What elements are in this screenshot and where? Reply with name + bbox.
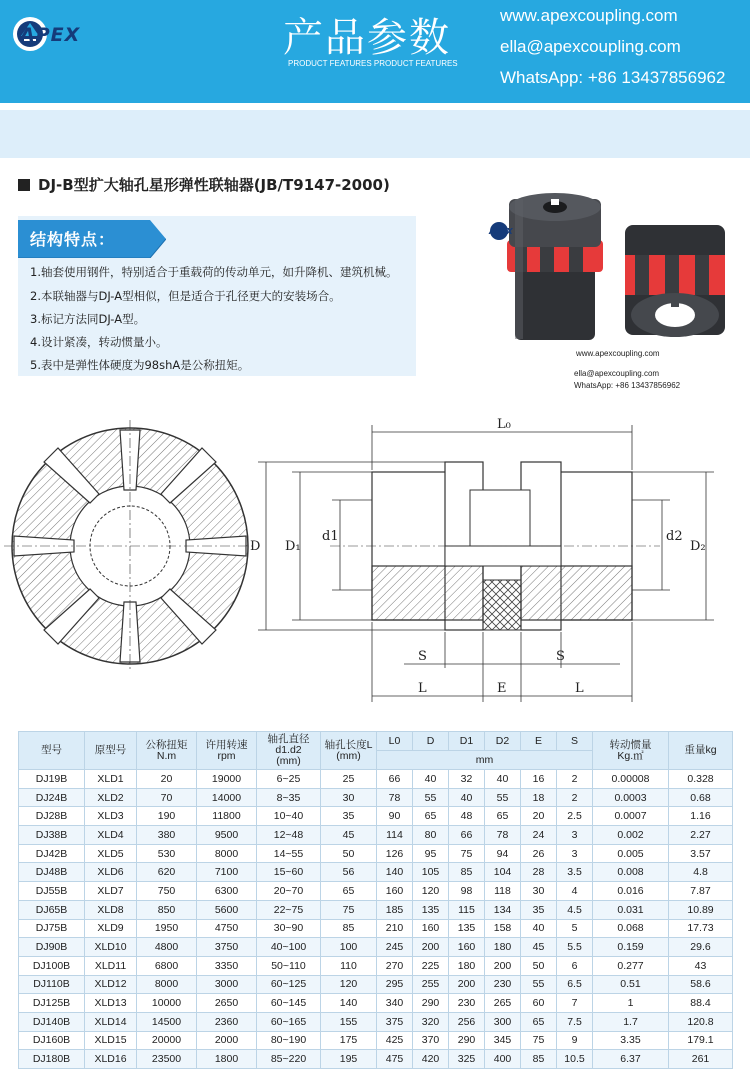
table-cell: 0.068 <box>593 919 669 938</box>
table-cell: 1.16 <box>669 807 733 826</box>
table-cell: 0.0007 <box>593 807 669 826</box>
table-cell: 140 <box>321 994 377 1013</box>
table-cell: 45 <box>521 938 557 957</box>
table-cell: 2360 <box>197 1012 257 1031</box>
table-cell: 9 <box>557 1031 593 1050</box>
table-cell: 40 <box>485 770 521 789</box>
table-cell: 40 <box>521 919 557 938</box>
table-cell: 85 <box>521 1050 557 1069</box>
table-cell: 100 <box>321 938 377 957</box>
feature-item: 5.表中是弹性体硬度为98shA是公称扭矩。 <box>30 358 250 372</box>
table-row <box>19 938 733 957</box>
table-cell: 1950 <box>137 919 197 938</box>
page-subtitle: PRODUCT FEATURES PRODUCT FEATURES <box>288 59 458 68</box>
table-cell: 29.6 <box>669 938 733 957</box>
table-cell: 98 <box>449 882 485 901</box>
table-cell: 190 <box>137 807 197 826</box>
table-cell: 3.35 <box>593 1031 669 1050</box>
table-cell: 17.73 <box>669 919 733 938</box>
table-cell: 114 <box>377 826 413 845</box>
table-cell: 320 <box>413 1012 449 1031</box>
table-cell: 270 <box>377 956 413 975</box>
table-cell: 88.4 <box>669 994 733 1013</box>
table-cell: 2 <box>557 788 593 807</box>
table-cell: 60~145 <box>257 994 321 1013</box>
table-cell: 30~90 <box>257 919 321 938</box>
table-cell: 90 <box>377 807 413 826</box>
table-cell: XLD12 <box>85 975 137 994</box>
table-cell: 225 <box>413 956 449 975</box>
table-cell: 20 <box>137 770 197 789</box>
table-row <box>19 900 733 919</box>
table-cell: 23500 <box>137 1050 197 1069</box>
table-cell: 5.5 <box>557 938 593 957</box>
table-row <box>19 863 733 882</box>
col-D2: D2 <box>485 732 521 751</box>
coupling-photo <box>485 185 735 355</box>
table-cell: 40~100 <box>257 938 321 957</box>
table-cell: 256 <box>449 1012 485 1031</box>
table-cell: 110 <box>321 956 377 975</box>
table-row <box>19 1050 733 1069</box>
table-cell: 134 <box>485 900 521 919</box>
table-cell: 750 <box>137 882 197 901</box>
table-cell: 14~55 <box>257 844 321 863</box>
table-cell: 2.27 <box>669 826 733 845</box>
table-cell: 50 <box>521 956 557 975</box>
table-cell: DJ38B <box>19 826 85 845</box>
col-inertia: 转动惯量 Kg.㎡ <box>593 732 669 770</box>
table-cell: 850 <box>137 900 197 919</box>
product-title <box>18 174 390 195</box>
table-cell: 0.0003 <box>593 788 669 807</box>
table-cell: 60 <box>521 994 557 1013</box>
table-cell: 6~25 <box>257 770 321 789</box>
col-weight: 重量kg <box>669 732 733 770</box>
table-cell: 261 <box>669 1050 733 1069</box>
table-cell: 0.68 <box>669 788 733 807</box>
table-cell: 255 <box>413 975 449 994</box>
table-cell: 200 <box>485 956 521 975</box>
dim-label-L0: L₀ <box>497 417 511 432</box>
table-cell: 78 <box>377 788 413 807</box>
table-cell: DJ24B <box>19 788 85 807</box>
table-cell: 30 <box>521 882 557 901</box>
col-bore: 轴孔直径 d1.d2 (mm) <box>257 732 321 770</box>
feature-item: 4.设计紧凑，转动惯量小。 <box>30 335 168 349</box>
table-cell: XLD4 <box>85 826 137 845</box>
table-cell: DJ19B <box>19 770 85 789</box>
photo-whatsapp: WhatsApp: +86 13437856962 <box>574 381 681 390</box>
side-view <box>330 462 660 630</box>
table-cell: 32 <box>449 770 485 789</box>
table-cell: 7.5 <box>557 1012 593 1031</box>
table-cell: 0.328 <box>669 770 733 789</box>
table-cell: DJ90B <box>19 938 85 957</box>
table-cell: 94 <box>485 844 521 863</box>
table-cell: 160 <box>377 882 413 901</box>
table-cell: DJ55B <box>19 882 85 901</box>
table-cell: 66 <box>377 770 413 789</box>
table-cell: 290 <box>449 1031 485 1050</box>
table-cell: 35 <box>321 807 377 826</box>
table-cell: 2650 <box>197 994 257 1013</box>
table-cell: 120.8 <box>669 1012 733 1031</box>
col-S: S <box>557 732 593 751</box>
table-cell: DJ28B <box>19 807 85 826</box>
email-link[interactable]: ella@apexcoupling.com <box>500 37 681 56</box>
table-cell: 160 <box>413 919 449 938</box>
dim-label-D2: D₂ <box>690 539 706 554</box>
table-cell: 30 <box>321 788 377 807</box>
table-cell: 7100 <box>197 863 257 882</box>
table-cell: 85 <box>449 863 485 882</box>
table-cell: 6800 <box>137 956 197 975</box>
table-cell: 295 <box>377 975 413 994</box>
table-cell: 5600 <box>197 900 257 919</box>
table-row <box>19 1031 733 1050</box>
table-cell: 26 <box>521 844 557 863</box>
table-cell: XLD11 <box>85 956 137 975</box>
table-cell: 50 <box>321 844 377 863</box>
table-cell: 4.5 <box>557 900 593 919</box>
header-banner <box>0 0 750 103</box>
logo-text: APEX <box>20 24 81 46</box>
table-cell: 140 <box>377 863 413 882</box>
dim-label-E: E <box>497 681 507 696</box>
table-cell: 65 <box>321 882 377 901</box>
table-cell: 45 <box>321 826 377 845</box>
header-band <box>0 110 750 158</box>
table-cell: 43 <box>669 956 733 975</box>
table-row <box>19 956 733 975</box>
table-cell: 10000 <box>137 994 197 1013</box>
feature-item: 1.轴套使用钢件，特别适合于重载荷的传动单元，如升降机、建筑机械。 <box>30 265 398 279</box>
technical-drawing <box>0 410 750 710</box>
table-cell: 58.6 <box>669 975 733 994</box>
table-cell: 10.5 <box>557 1050 593 1069</box>
table-cell: 0.159 <box>593 938 669 957</box>
table-cell: DJ140B <box>19 1012 85 1031</box>
table-cell: 120 <box>321 975 377 994</box>
table-cell: 70 <box>137 788 197 807</box>
feature-item: 3.标记方法同DJ-A型。 <box>30 312 146 326</box>
table-cell: 0.031 <box>593 900 669 919</box>
table-cell: 126 <box>377 844 413 863</box>
table-cell: XLD10 <box>85 938 137 957</box>
table-cell: 380 <box>137 826 197 845</box>
table-cell: 50~110 <box>257 956 321 975</box>
table-cell: 530 <box>137 844 197 863</box>
dim-label-d2: d2 <box>666 529 683 544</box>
table-cell: 115 <box>449 900 485 919</box>
table-cell: 1.7 <box>593 1012 669 1031</box>
table-cell: 0.008 <box>593 863 669 882</box>
table-cell: 66 <box>449 826 485 845</box>
table-cell: DJ65B <box>19 900 85 919</box>
table-cell: 0.002 <box>593 826 669 845</box>
table-cell: 300 <box>485 1012 521 1031</box>
table-cell: 2 <box>557 770 593 789</box>
table-cell: 2.5 <box>557 807 593 826</box>
spec-table <box>18 731 733 1069</box>
table-row <box>19 770 733 789</box>
table-cell: 325 <box>449 1050 485 1069</box>
table-cell: 6.37 <box>593 1050 669 1069</box>
table-cell: XLD14 <box>85 1012 137 1031</box>
table-cell: 4750 <box>197 919 257 938</box>
table-cell: 16 <box>521 770 557 789</box>
table-cell: 200 <box>413 938 449 957</box>
table-cell: 265 <box>485 994 521 1013</box>
table-cell: XLD6 <box>85 863 137 882</box>
table-cell: 65 <box>413 807 449 826</box>
table-cell: 175 <box>321 1031 377 1050</box>
table-cell: 65 <box>485 807 521 826</box>
table-cell: 425 <box>377 1031 413 1050</box>
dim-label-L-left: L <box>418 681 427 696</box>
table-cell: 11800 <box>197 807 257 826</box>
table-cell: 28 <box>521 863 557 882</box>
table-cell: DJ48B <box>19 863 85 882</box>
front-view <box>4 420 256 672</box>
table-cell: 6.5 <box>557 975 593 994</box>
table-cell: 400 <box>485 1050 521 1069</box>
table-cell: 3000 <box>197 975 257 994</box>
table-cell: XLD1 <box>85 770 137 789</box>
table-cell: 3750 <box>197 938 257 957</box>
table-cell: 340 <box>377 994 413 1013</box>
table-cell: 0.277 <box>593 956 669 975</box>
table-cell: 78 <box>485 826 521 845</box>
table-cell: 3350 <box>197 956 257 975</box>
table-cell: 104 <box>485 863 521 882</box>
col-D1: D1 <box>449 732 485 751</box>
table-cell: 2000 <box>197 1031 257 1050</box>
dim-label-L-right: L <box>575 681 584 696</box>
whatsapp-text: WhatsApp: +86 13437856962 <box>500 68 726 87</box>
table-cell: 7.87 <box>669 882 733 901</box>
col-model: 型号 <box>19 732 85 770</box>
table-cell: 25 <box>321 770 377 789</box>
coupling-right-image <box>625 225 725 337</box>
table-cell: XLD3 <box>85 807 137 826</box>
table-cell: 85 <box>321 919 377 938</box>
page-title: 产品参数 <box>283 15 451 61</box>
dim-label-S-right: S <box>556 649 565 664</box>
col-L0: L0 <box>377 732 413 751</box>
table-cell: 24 <box>521 826 557 845</box>
table-cell: 40 <box>449 788 485 807</box>
table-cell: XLD7 <box>85 882 137 901</box>
table-cell: 620 <box>137 863 197 882</box>
table-cell: 75 <box>321 900 377 919</box>
table-header-row <box>19 732 733 751</box>
table-cell: 19000 <box>197 770 257 789</box>
table-cell: 4 <box>557 882 593 901</box>
table-cell: 375 <box>377 1012 413 1031</box>
col-orig-model: 原型号 <box>85 732 137 770</box>
table-cell: 0.51 <box>593 975 669 994</box>
table-cell: 4800 <box>137 938 197 957</box>
table-cell: XLD13 <box>85 994 137 1013</box>
dim-label-S-left: S <box>418 649 427 664</box>
table-cell: 1800 <box>197 1050 257 1069</box>
dim-label-d1: d1 <box>322 529 339 544</box>
table-cell: 185 <box>377 900 413 919</box>
table-cell: 158 <box>485 919 521 938</box>
table-cell: 475 <box>377 1050 413 1069</box>
table-cell: 56 <box>321 863 377 882</box>
col-length: 轴孔长度L (mm) <box>321 732 377 770</box>
table-row <box>19 975 733 994</box>
table-cell: 3.57 <box>669 844 733 863</box>
table-cell: 135 <box>449 919 485 938</box>
table-cell: XLD2 <box>85 788 137 807</box>
col-E: E <box>521 732 557 751</box>
table-cell: DJ42B <box>19 844 85 863</box>
table-cell: 135 <box>413 900 449 919</box>
table-cell: 8000 <box>197 844 257 863</box>
table-cell: 180 <box>485 938 521 957</box>
features-heading: 结构特点： <box>30 230 116 249</box>
table-cell: 60~125 <box>257 975 321 994</box>
table-cell: XLD5 <box>85 844 137 863</box>
table-cell: 155 <box>321 1012 377 1031</box>
table-cell: 230 <box>485 975 521 994</box>
table-row <box>19 844 733 863</box>
table-cell: 75 <box>521 1031 557 1050</box>
table-cell: 95 <box>413 844 449 863</box>
square-bullet-icon <box>18 179 30 191</box>
col-D: D <box>413 732 449 751</box>
product-title-text: DJ-B型扩大轴孔星形弹性联轴器(JB/T9147-2000) <box>38 176 390 194</box>
table-cell: DJ110B <box>19 975 85 994</box>
coupling-left-image <box>507 193 603 340</box>
table-cell: 8000 <box>137 975 197 994</box>
table-cell: 0.016 <box>593 882 669 901</box>
table-cell: 195 <box>321 1050 377 1069</box>
table-cell: 179.1 <box>669 1031 733 1050</box>
table-cell: 370 <box>413 1031 449 1050</box>
table-cell: 10.89 <box>669 900 733 919</box>
table-row <box>19 1012 733 1031</box>
table-cell: 22~75 <box>257 900 321 919</box>
table-cell: 65 <box>521 1012 557 1031</box>
table-cell: 20~70 <box>257 882 321 901</box>
table-cell: 15~60 <box>257 863 321 882</box>
table-cell: XLD8 <box>85 900 137 919</box>
table-cell: 210 <box>377 919 413 938</box>
photo-logo-text: APEX <box>489 227 513 236</box>
table-cell: 14000 <box>197 788 257 807</box>
table-cell: 420 <box>413 1050 449 1069</box>
table-body <box>19 770 733 1069</box>
col-torque: 公称扭矩 N.m <box>137 732 197 770</box>
table-cell: DJ75B <box>19 919 85 938</box>
table-cell: 4.8 <box>669 863 733 882</box>
table-cell: 40 <box>413 770 449 789</box>
table-cell: 118 <box>485 882 521 901</box>
table-cell: 55 <box>521 975 557 994</box>
col-speed: 许用转速 rpm <box>197 732 257 770</box>
table-row <box>19 807 733 826</box>
table-cell: XLD15 <box>85 1031 137 1050</box>
table-cell: 80~190 <box>257 1031 321 1050</box>
table-row <box>19 919 733 938</box>
feature-item: 2.本联轴器与DJ-A型相似，但是适合于孔径更大的安装场合。 <box>30 289 341 303</box>
table-cell: DJ180B <box>19 1050 85 1069</box>
table-cell: 6300 <box>197 882 257 901</box>
table-cell: 1 <box>593 994 669 1013</box>
table-cell: DJ160B <box>19 1031 85 1050</box>
table-cell: XLD9 <box>85 919 137 938</box>
table-cell: 55 <box>485 788 521 807</box>
table-cell: 14500 <box>137 1012 197 1031</box>
table-cell: 3 <box>557 826 593 845</box>
table-cell: 48 <box>449 807 485 826</box>
table-cell: 245 <box>377 938 413 957</box>
dim-label-D1: D₁ <box>285 539 301 554</box>
table-cell: 180 <box>449 956 485 975</box>
table-row <box>19 994 733 1013</box>
table-cell: 230 <box>449 994 485 1013</box>
table-cell: 85~220 <box>257 1050 321 1069</box>
table-cell: 0.005 <box>593 844 669 863</box>
table-cell: 5 <box>557 919 593 938</box>
table-cell: 12~48 <box>257 826 321 845</box>
website-link[interactable]: www.apexcoupling.com <box>500 6 678 25</box>
photo-website: www.apexcoupling.com <box>576 349 660 358</box>
table-cell: XLD16 <box>85 1050 137 1069</box>
table-cell: 200 <box>449 975 485 994</box>
table-cell: 75 <box>449 844 485 863</box>
table-cell: 10~40 <box>257 807 321 826</box>
table-cell: 18 <box>521 788 557 807</box>
table-row <box>19 882 733 901</box>
table-cell: 7 <box>557 994 593 1013</box>
table-cell: 120 <box>413 882 449 901</box>
table-cell: 345 <box>485 1031 521 1050</box>
table-cell: 3.5 <box>557 863 593 882</box>
table-cell: 6 <box>557 956 593 975</box>
table-row <box>19 826 733 845</box>
table-row <box>19 788 733 807</box>
table-cell: DJ100B <box>19 956 85 975</box>
table-cell: 9500 <box>197 826 257 845</box>
table-cell: 105 <box>413 863 449 882</box>
table-cell: 290 <box>413 994 449 1013</box>
table-cell: 55 <box>413 788 449 807</box>
col-mm-unit: mm <box>377 751 593 770</box>
table-cell: 35 <box>521 900 557 919</box>
table-cell: 80 <box>413 826 449 845</box>
photo-email: ella@apexcoupling.com <box>574 369 660 378</box>
table-cell: 0.00008 <box>593 770 669 789</box>
table-cell: 20000 <box>137 1031 197 1050</box>
dim-label-D: D <box>250 539 261 554</box>
table-cell: DJ125B <box>19 994 85 1013</box>
table-cell: 8~35 <box>257 788 321 807</box>
table-cell: 3 <box>557 844 593 863</box>
table-cell: 20 <box>521 807 557 826</box>
table-cell: 60~165 <box>257 1012 321 1031</box>
table-cell: 160 <box>449 938 485 957</box>
